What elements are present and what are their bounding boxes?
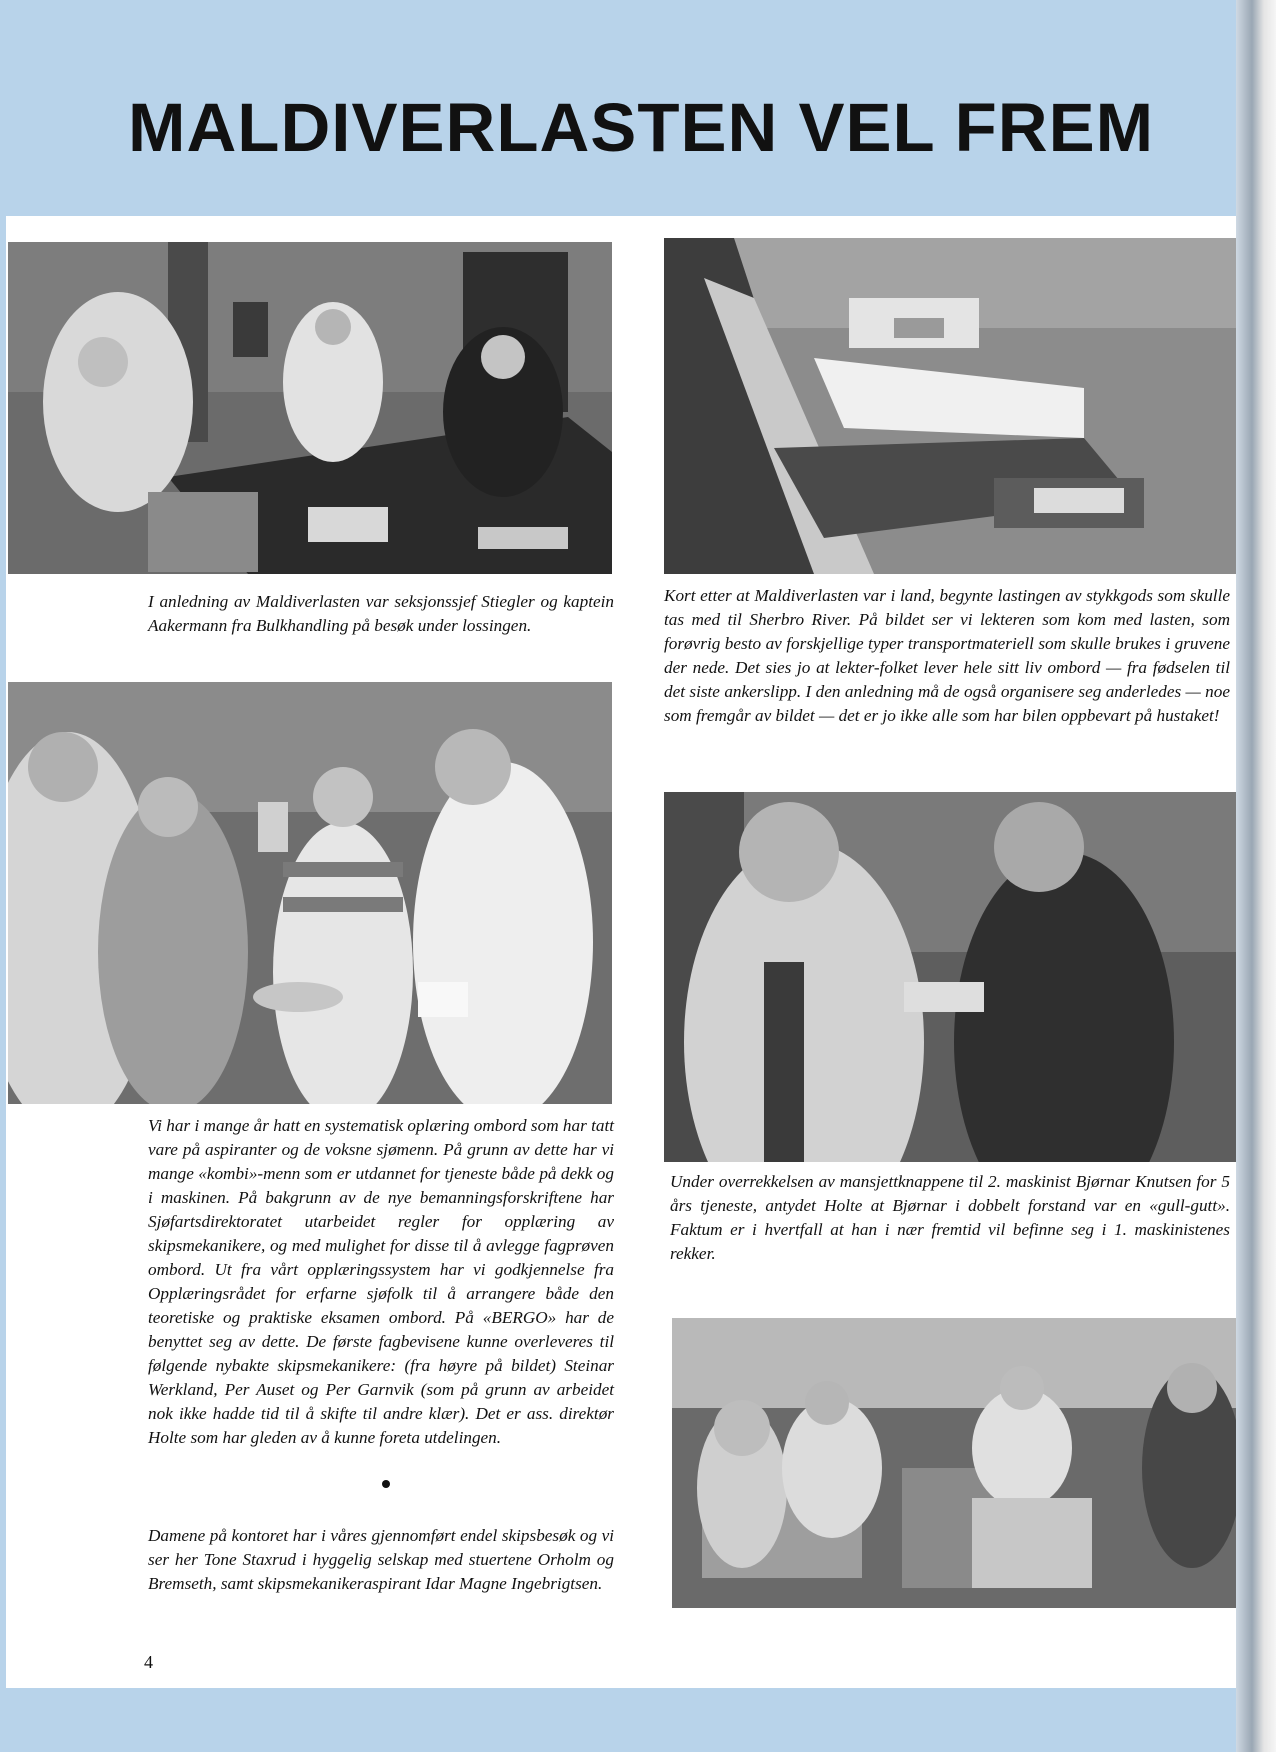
photo-meeting-room bbox=[8, 242, 612, 574]
article-headline: MALDIVERLASTEN VEL FREM bbox=[128, 89, 1155, 166]
photo-handshake-ceremony bbox=[8, 682, 612, 1104]
footer-band bbox=[0, 1688, 1240, 1752]
section-bullet bbox=[382, 1480, 390, 1488]
caption-ladies: Damene på kontoret har i våres gjennomført endel skipsbesøk og vi ser her Tone Staxrud i hyggelig selskap med stuertene Orholm og Bremseth, samt skipsmekanikeraspirant Idar Magne Ingebrigtsen. bbox=[148, 1526, 614, 1593]
photo-lounge-group bbox=[672, 1318, 1236, 1608]
photo-barge-ship bbox=[664, 238, 1236, 574]
page-gutter bbox=[1236, 0, 1276, 1752]
photo-award-handover bbox=[664, 792, 1236, 1162]
caption-barge: Kort etter at Maldiverlasten var i land, begynte lastingen av stykkgods som skulle tas med til Sherbro River. På bildet ser vi lekteren som kom med lasten, som forøvrig besto av forskjellige typer transportmateriell som skulle brukes i gruvene der nede. Det sies jo at lekter-folket lever hele sitt liv ombord — fra fødselen til det siste ankerslipp. I den anledning må de også organisere seg anderledes — noe som fremgår av bildet — det er jo ikke alle som har bilen oppbevart på hustaket! bbox=[664, 586, 1230, 725]
caption-meeting: I anledning av Maldiverlasten var seksjonssjef Stiegler og kaptein Aakermann fra Bulkhandling på besøk under lossingen. bbox=[148, 592, 614, 635]
caption-training: Vi har i mange år hatt en systematisk oplæring ombord som har tatt vare på aspiranter og de voksne sjømenn. På grunn av dette har vi mange «kombi»-menn som er utdannet for tjeneste både på dekk og i maskinen. På bakgrunn av de nye bemanningsforskriftene har Sjøfartsdirektoratet utarbeidet regler for opplæring av skipsmekanikere, og med mulighet for disse til å avlegge fagprøven ombord. Ut fra vårt opplæringssystem har vi godkjennelse fra Opplæringsrådet for erfarne sjøfolk til å arrangere både den teoretiske og praktiske eksamen ombord. På «BERGO» har de benyttet seg av dette. De første fagbevisene kunne overleveres til følgende nybakte skipsmekanikere: (fra høyre på bildet) Steinar Werkland, Per Auset og Per Garnvik (som på grunn av arbeidet nok ikke hadde tid til å skifte til andre klær). Det er ass. direktør Holte som har gleden av å kunne foreta utdelingen. bbox=[148, 1116, 614, 1447]
caption-award: Under overrekkelsen av mansjettknappene til 2. maskinist Bjørnar Knutsen for 5 års tjeneste, antydet Holte at Bjørnar i dobbelt forstand var en «gull-gutt». Faktum er i hvertfall at han i nær fremtid vil befinne seg i 1. maskinistenes rekker. bbox=[670, 1172, 1230, 1263]
page-number: 4 bbox=[144, 1652, 153, 1672]
left-margin-band bbox=[0, 216, 6, 1688]
